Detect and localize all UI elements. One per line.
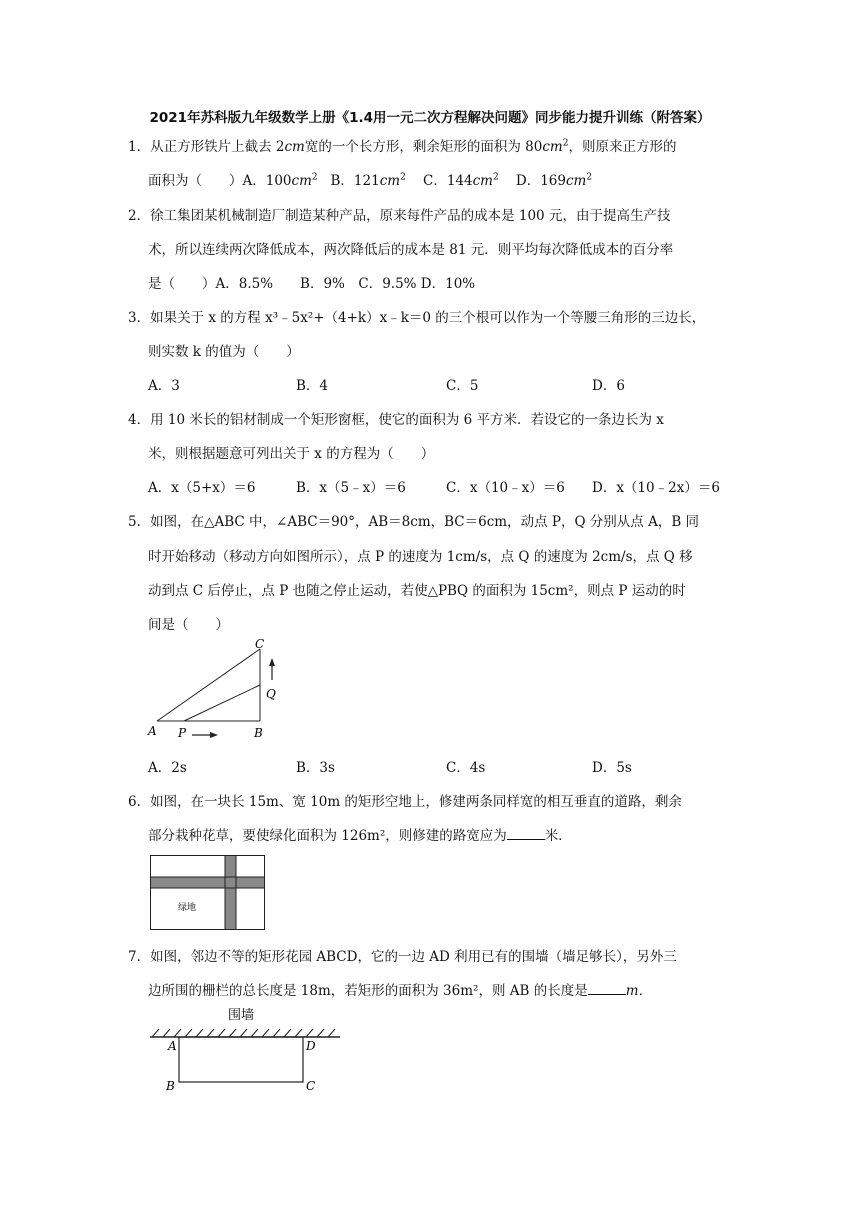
page-title: 2021年苏科版九年级数学上册《1.4用一元二次方程解决问题》同步能力提升训练（附答案）: [149, 110, 711, 126]
label-c: C: [306, 1079, 316, 1093]
q5-line1: 5．如图，在△ABC 中，∠ABC＝90°，AB＝8cm，BC＝6cm，动点 P，Q 分别从点 A，B 同: [128, 514, 700, 530]
q5-option-d: D．5s: [592, 760, 632, 776]
q2-line1: 2．徐工集团某机械制造厂制造某种产品，原来每件产品的成本是 100 元，由于提高生产技: [128, 208, 671, 224]
q4-option-a: A．x（5+x）＝6: [148, 480, 256, 496]
label-a: A: [168, 1039, 177, 1053]
q1-text-a: 1．从正方形铁片上截去 2: [128, 139, 285, 155]
q6-line1: 6．如图，在一块长 15m、宽 10m 的矩形空地上，修建两条同样宽的相互垂直的道路，剩余: [128, 794, 682, 810]
q7-unit: m．: [625, 983, 653, 999]
q3-option-b: B．4: [296, 378, 329, 394]
q1-unit: cm: [379, 173, 401, 189]
q2-line2: 术，所以连续两次降低成本，两次降低后的成本是 81 元．则平均每次降低成本的百分率: [148, 242, 674, 258]
hatch-mark: [196, 1029, 203, 1037]
hatch-mark: [251, 1029, 258, 1037]
hatch-mark: [317, 1029, 324, 1037]
q1-line1: 1．从正方形铁片上截去 2cm宽的一个长方形，剩余矩形的面积为 $80cm^2$，则原来正方形的: [128, 138, 677, 155]
hatch-mark: [207, 1029, 214, 1037]
label-q: Q: [266, 687, 276, 701]
vertical-road: [225, 856, 236, 929]
hatch-mark: [273, 1029, 280, 1037]
q1-unit: cm: [472, 173, 493, 189]
q3-option-a: A．3: [148, 378, 180, 394]
segment-pq: [184, 685, 260, 721]
q7-text: 边所围的栅栏的总长度是 18m，若矩形的面积为 36m²，则 AB 的长度是: [148, 983, 588, 999]
q1-line2: 面积为（ ）A．$100cm^2$ B．$121cm^2$ C．$144cm^2$ D．$169cm^2$: [148, 172, 593, 189]
q7-garden-figure: [146, 1004, 346, 1096]
label-c: C: [255, 637, 265, 651]
q5-line4: 间是（ ）: [148, 617, 229, 633]
q7-line1: 7．如图，邻边不等的矩形花园 ABCD，它的一边 AD 利用已有的围墙（墙足够长），另外三: [128, 949, 677, 965]
q3-line1: 3．如果关于 x 的方程 x³﹣5x²+（4+k）x﹣k＝0 的三个根可以作为一个等腰三角形的三边长，: [128, 310, 706, 326]
label-b: B: [254, 726, 263, 740]
hatch-mark: [306, 1029, 313, 1037]
q1-text-c: ，则原来正方形的: [568, 139, 677, 155]
answer-blank: [507, 827, 545, 840]
q1-opt-b: B．121: [330, 173, 380, 189]
hatch-mark: [174, 1029, 181, 1037]
hatch-mark: [229, 1029, 236, 1037]
q1-text-b: 宽的一个长方形，剩余矩形的面积为 80: [304, 139, 543, 155]
q4-option-b: B．x（5﹣x）＝6: [296, 480, 406, 496]
q7-line2: [148, 979, 652, 999]
q4-line1: 4．用 10 米长的铝材制成一个矩形窗框，使它的面积为 6 平方米．若设它的一条边长为 x: [128, 412, 664, 428]
hatch-mark: [262, 1029, 269, 1037]
q1-opt-d: D．169: [515, 173, 566, 189]
label-d: D: [306, 1039, 316, 1053]
q6-road-figure: [150, 855, 266, 931]
q1-unit: cm: [284, 139, 305, 155]
q1-opt-a: 面积为（ ）A．100: [148, 173, 292, 189]
label-p: P: [178, 726, 187, 740]
q5-option-c: C．4s: [446, 760, 486, 776]
q1-unit: cm: [542, 139, 563, 155]
hatch-mark: [295, 1029, 302, 1037]
label-a: A: [148, 724, 157, 738]
q3-option-d: D．6: [592, 378, 625, 394]
q1-unit: cm: [291, 173, 312, 189]
q1-opt-c: C．144: [423, 173, 473, 189]
garden-rect: [179, 1037, 303, 1082]
q4-option-c: C．x（10﹣x）＝6: [446, 480, 565, 496]
hatch-mark: [218, 1029, 225, 1037]
q4-line2: 米，则根据题意可列出关于 x 的方程为（ ）: [148, 446, 435, 462]
q4-option-d: D．x（10﹣2x）＝6: [592, 480, 720, 496]
lawn-label: 绿地: [178, 903, 197, 913]
hatch-mark: [185, 1029, 192, 1037]
q6-unit: 米．: [544, 828, 572, 844]
hatch-mark: [163, 1029, 170, 1037]
segment-ac: [157, 649, 260, 721]
hatch-mark: [152, 1029, 159, 1037]
q6-text: 部分栽种花草，要使绿化面积为 126m²，则修建的路宽应为: [148, 828, 507, 844]
q-arrow-head: [269, 658, 275, 666]
lawn-rect: [151, 856, 265, 930]
answer-blank: [588, 982, 626, 995]
hatch-mark: [284, 1029, 291, 1037]
label-b: B: [166, 1079, 175, 1093]
q6-line2: [148, 824, 572, 844]
hatch-mark: [240, 1029, 247, 1037]
p-arrow-head: [210, 732, 218, 738]
q5-option-b: B．3s: [296, 760, 335, 776]
horizontal-road: [151, 877, 264, 888]
wall-hatching: [152, 1029, 335, 1037]
wall-label: 围墙: [228, 1008, 255, 1023]
q3-line2: 则实数 k 的值为（ ）: [148, 344, 300, 360]
q2-line3: 是（ ）A．8.5% B．9% C．9.5% D．10%: [148, 276, 476, 292]
hatch-mark: [328, 1029, 335, 1037]
q1-unit: cm: [565, 173, 587, 189]
q5-line2: 时开始移动（移动方向如图所示），点 P 的速度为 1cm/s，点 Q 的速度为 2cm/s，点 Q 移: [148, 549, 693, 565]
q5-option-a: A．2s: [148, 760, 187, 776]
q3-option-c: C．5: [446, 378, 479, 394]
q5-triangle-figure: [140, 636, 290, 746]
q5-line3: 动到点 C 后停止，点 P 也随之停止运动，若使△PBQ 的面积为 15cm²，则点 P 运动的时: [148, 583, 686, 599]
